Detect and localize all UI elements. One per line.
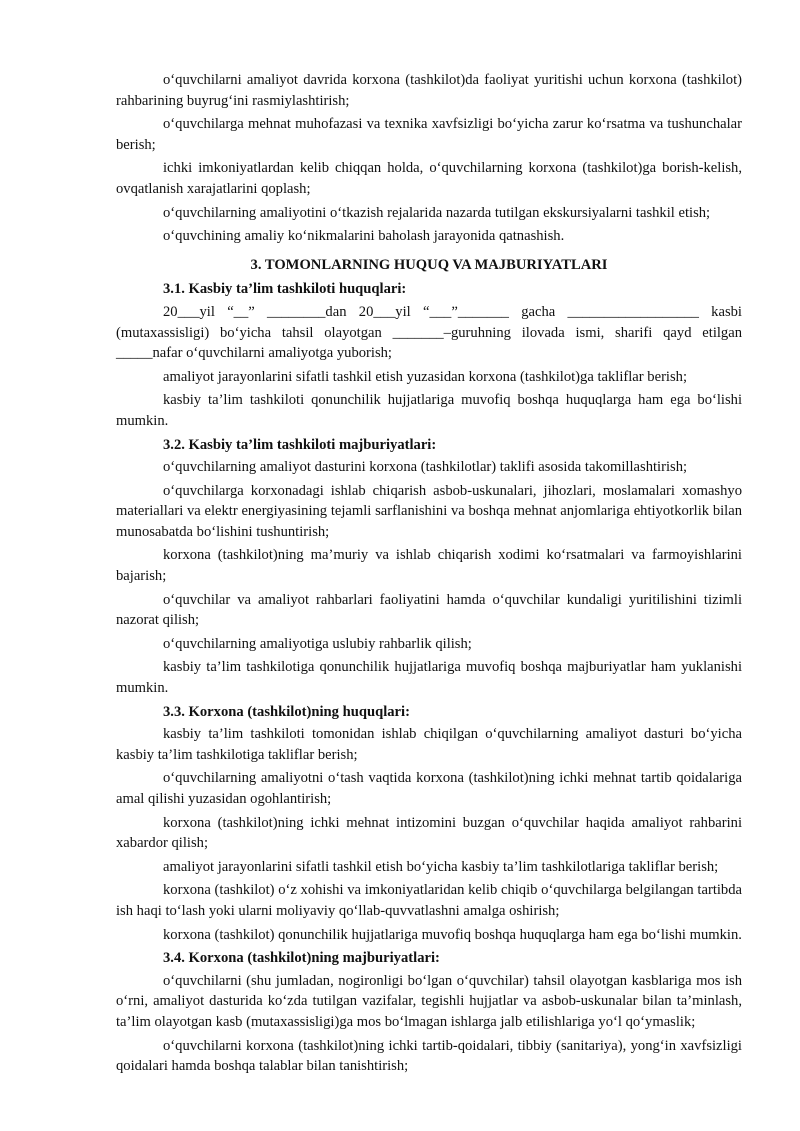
intro-item: o‘quvchining amaliy ko‘nikmalarini baholash jarayonida qatnashish. xyxy=(163,228,565,245)
paragraph: amaliyot jarayonlarini sifatli tashkil etish yuzasidan korxona (tashkilot)ga takliflar berish; xyxy=(163,368,688,385)
paragraph: o‘quvchilarning amaliyot dasturini korxona (tashkilotlar) taklifi asosida takomillashtirish; xyxy=(163,459,688,476)
paragraph: o‘quvchilarning amaliyotiga uslubiy rahbarlik qilish; xyxy=(163,635,472,652)
paragraph: korxona (tashkilot)ning ma’muriy va ishlab chiqarish xodimi ko‘rsatmalari va farmoyishlarini bajarish; xyxy=(116,547,742,585)
paragraph: 20___yil “__” ________dan 20___yil “___”_______ gacha __________________ kasbi (mutaxassisligi) bo‘yicha tahsil olayotgan _______–guruhning ilovada ismi, sharifi qayd etilgan _____nafar o‘quvchilarni amaliyotga yuborish; xyxy=(116,303,742,362)
intro-item: o‘quvchilarning amaliyotini o‘tkazish rejalarida nazarda tutilgan ekskursiyalarni tashkil etish; xyxy=(163,204,711,221)
paragraph: korxona (tashkilot) qonunchilik hujjatlariga muvofiq boshqa huquqlarga ham ega bo‘lishi mumkin. xyxy=(163,926,742,943)
paragraph: korxona (tashkilot) o‘z xohishi va imkoniyatlaridan kelib chiqib o‘quvchilarga belgilangan tartibda ish haqi to‘lash yoki ularni moliyaviy qo‘llab-quvvatlashni amalga oshirish; xyxy=(116,882,742,919)
paragraph: korxona (tashkilot)ning ichki mehnat intizomini buzgan o‘quvchilar haqida amaliyot rahbarini xabardor qilish; xyxy=(116,814,742,852)
paragraph: amaliyot jarayonlarini sifatli tashkil etish bo‘yicha kasbiy ta’lim tashkilotlariga takliflar berish; xyxy=(163,858,719,875)
paragraph: o‘quvchilarga korxonadagi ishlab chiqarish asbob-uskunalari, jihozlari, moslamalari xomashyo materiallari va elektr energiyasining tejamli sarflanishini va boshqa mehnat anjomlariga ehtiyotkorlik bilan munosabatda bo‘lishini tushuntirish; xyxy=(116,482,742,540)
section-title: 3. TOMONLARNING HUQUQ VA MAJBURIYATLARI xyxy=(250,256,608,273)
paragraph: kasbiy ta’lim tashkiloti qonunchilik hujjatlariga muvofiq boshqa huquqlarga ham ega bo‘lishi mumkin. xyxy=(116,392,742,429)
intro-item: o‘quvchilarni amaliyot davrida korxona (tashkilot)da faoliyat yuritishi uchun korxona (tashkilot) rahbarining buyrug‘ini rasmiylashtirish; xyxy=(116,72,742,109)
paragraph: o‘quvchilarning amaliyotni o‘tash vaqtida korxona (tashkilot)ning ichki mehnat tartib qoidalariga amal qilishi yuzasidan ogohlantirish; xyxy=(116,770,742,807)
intro-item: o‘quvchilarga mehnat muhofazasi va texnika xavfsizligi bo‘yicha zarur ko‘rsatma va tushunchalar berish; xyxy=(116,116,742,153)
paragraph: o‘quvchilar va amaliyot rahbarlari faoliyatini hamda o‘quvchilar kundaligi yuritilishini tizimli nazorat qilish; xyxy=(116,591,742,629)
subsection-heading-3-2: 3.2. Kasbiy ta’lim tashkiloti majburiyatlari: xyxy=(163,436,437,453)
subsection-heading-3-4: 3.4. Korxona (tashkilot)ning majburiyatlari: xyxy=(163,950,440,967)
subsection-heading-3-1: 3.1. Kasbiy ta’lim tashkiloti huquqlari: xyxy=(163,281,407,298)
paragraph: kasbiy ta’lim tashkiloti tomonidan ishlab chiqilgan o‘quvchilarning amaliyot dasturi bo‘yicha kasbiy ta’lim tashkilotiga takliflar berish; xyxy=(116,726,742,763)
document-page xyxy=(116,70,742,1080)
paragraph: o‘quvchilarni korxona (tashkilot)ning ichki tartib-qoidalari, tibbiy (sanitariya), yong‘in xavfsizligi qoidalari hamda boshqa talablar bilan tanishtirish; xyxy=(116,1037,742,1075)
paragraph: kasbiy ta’lim tashkilotiga qonunchilik hujjatlariga muvofiq boshqa majburiyatlar ham yuklanishi mumkin. xyxy=(116,659,742,697)
subsection-heading-3-3: 3.3. Korxona (tashkilot)ning huquqlari: xyxy=(163,703,410,720)
paragraph: o‘quvchilarni (shu jumladan, nogironligi bo‘lgan o‘quvchilar) tahsil olayotgan kasblariga mos ish o‘rni, amaliyot dasturida ko‘zda tutilgan vazifalar, tegishli hujjatlar va asbob-uskunalar bilan ta’minlash, ta’lim olayotgan kasb (mutaxassisligi)ga mos bo‘lmagan ishlarga jalb etilishlariga yo‘l qo‘ymaslik; xyxy=(116,972,742,1030)
intro-item: ichki imkoniyatlardan kelib chiqqan holda, o‘quvchilarning korxona (tashkilot)ga borish-kelish, ovqatlanish xarajatlarini qoplash; xyxy=(116,160,742,197)
